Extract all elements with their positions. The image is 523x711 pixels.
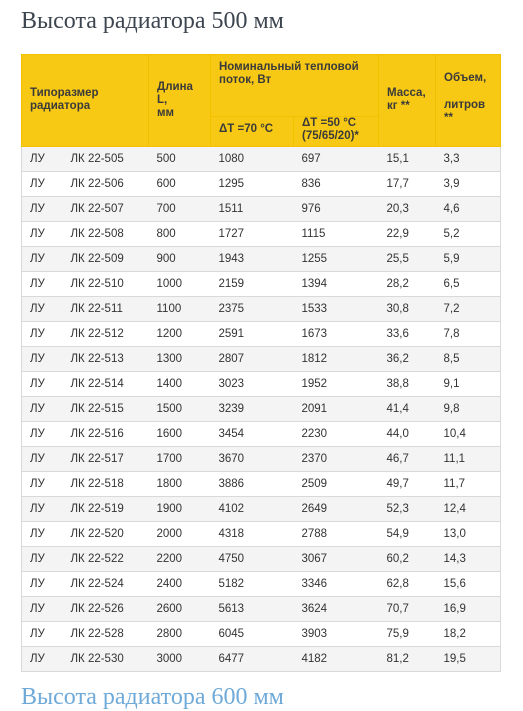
cell-model: ЛК 22-511 <box>63 297 149 322</box>
cell-mass: 30,8 <box>379 297 436 322</box>
cell-volume: 10,4 <box>436 422 501 447</box>
page-title: Высота радиатора 500 мм <box>21 8 284 34</box>
cell-model: ЛК 22-530 <box>63 647 149 672</box>
cell-model: ЛК 22-514 <box>63 372 149 397</box>
cell-series: ЛУ <box>22 472 63 497</box>
cell-length: 1500 <box>149 397 211 422</box>
cell-series: ЛУ <box>22 247 63 272</box>
cell-heat-dt50: 3624 <box>294 597 379 622</box>
cell-heat-dt50: 1812 <box>294 347 379 372</box>
cell-mass: 81,2 <box>379 647 436 672</box>
cell-length: 500 <box>149 147 211 172</box>
cell-heat-dt70: 2375 <box>211 297 294 322</box>
cell-model: ЛК 22-522 <box>63 547 149 572</box>
cell-series: ЛУ <box>22 347 63 372</box>
cell-heat-dt50: 1394 <box>294 272 379 297</box>
cell-model: ЛК 22-508 <box>63 222 149 247</box>
cell-mass: 17,7 <box>379 172 436 197</box>
table-row <box>22 272 501 297</box>
cell-volume: 16,9 <box>436 597 501 622</box>
cell-model: ЛК 22-518 <box>63 472 149 497</box>
cell-mass: 70,7 <box>379 597 436 622</box>
cell-heat-dt50: 3903 <box>294 622 379 647</box>
cell-heat-dt70: 2807 <box>211 347 294 372</box>
cell-volume: 5,2 <box>436 222 501 247</box>
cell-mass: 15,1 <box>379 147 436 172</box>
cell-length: 1800 <box>149 472 211 497</box>
cell-volume: 3,9 <box>436 172 501 197</box>
cell-model: ЛК 22-506 <box>63 172 149 197</box>
cell-model: ЛК 22-505 <box>63 147 149 172</box>
cell-series: ЛУ <box>22 197 63 222</box>
cell-heat-dt50: 2649 <box>294 497 379 522</box>
cell-length: 900 <box>149 247 211 272</box>
cell-heat-dt70: 2591 <box>211 322 294 347</box>
cell-model: ЛК 22-516 <box>63 422 149 447</box>
table-row <box>22 147 501 172</box>
cell-mass: 33,6 <box>379 322 436 347</box>
cell-mass: 46,7 <box>379 447 436 472</box>
cell-heat-dt70: 1511 <box>211 197 294 222</box>
cell-length: 1700 <box>149 447 211 472</box>
cell-model: ЛК 22-526 <box>63 597 149 622</box>
cell-heat-dt70: 4318 <box>211 522 294 547</box>
cell-heat-dt70: 3670 <box>211 447 294 472</box>
table-row <box>22 172 501 197</box>
cell-length: 1900 <box>149 497 211 522</box>
cell-heat-dt50: 1952 <box>294 372 379 397</box>
cell-series: ЛУ <box>22 497 63 522</box>
cell-volume: 9,8 <box>436 397 501 422</box>
header-length: Длина L, мм <box>149 55 211 147</box>
cell-heat-dt50: 2788 <box>294 522 379 547</box>
cell-model: ЛК 22-519 <box>63 497 149 522</box>
cell-mass: 60,2 <box>379 547 436 572</box>
cell-heat-dt50: 4182 <box>294 647 379 672</box>
cell-series: ЛУ <box>22 597 63 622</box>
cell-heat-dt70: 1295 <box>211 172 294 197</box>
cell-heat-dt50: 2370 <box>294 447 379 472</box>
table-row <box>22 422 501 447</box>
cell-volume: 4,6 <box>436 197 501 222</box>
cell-length: 2000 <box>149 522 211 547</box>
cell-heat-dt50: 2509 <box>294 472 379 497</box>
cell-series: ЛУ <box>22 397 63 422</box>
table-row <box>22 522 501 547</box>
cell-mass: 44,0 <box>379 422 436 447</box>
cell-model: ЛК 22-528 <box>63 622 149 647</box>
cell-heat-dt50: 1673 <box>294 322 379 347</box>
cell-volume: 7,2 <box>436 297 501 322</box>
cell-volume: 9,1 <box>436 372 501 397</box>
cell-heat-dt70: 2159 <box>211 272 294 297</box>
cell-series: ЛУ <box>22 322 63 347</box>
cell-mass: 52,3 <box>379 497 436 522</box>
header-type: Типоразмер радиатора <box>22 55 149 147</box>
cell-mass: 36,2 <box>379 347 436 372</box>
table-row <box>22 447 501 472</box>
cell-series: ЛУ <box>22 297 63 322</box>
header-heat-flux: Номинальный тепловой поток, Вт <box>211 55 379 117</box>
cell-heat-dt70: 5182 <box>211 572 294 597</box>
table-row <box>22 222 501 247</box>
cell-volume: 3,3 <box>436 147 501 172</box>
cell-heat-dt70: 4750 <box>211 547 294 572</box>
cell-volume: 15,6 <box>436 572 501 597</box>
table-row <box>22 322 501 347</box>
cell-model: ЛК 22-510 <box>63 272 149 297</box>
table-row <box>22 547 501 572</box>
header-dt70: ΔT =70 °C <box>211 117 294 147</box>
cell-model: ЛК 22-512 <box>63 322 149 347</box>
table-row <box>22 497 501 522</box>
cell-heat-dt50: 3346 <box>294 572 379 597</box>
cell-volume: 7,8 <box>436 322 501 347</box>
radiator-spec-table <box>21 54 501 672</box>
cell-heat-dt70: 3886 <box>211 472 294 497</box>
cell-heat-dt70: 6045 <box>211 622 294 647</box>
header-volume: Объем, литров ** <box>436 55 501 147</box>
cell-heat-dt50: 2091 <box>294 397 379 422</box>
cell-model: ЛК 22-507 <box>63 197 149 222</box>
cell-mass: 62,8 <box>379 572 436 597</box>
cell-length: 1000 <box>149 272 211 297</box>
cell-heat-dt50: 836 <box>294 172 379 197</box>
table-row <box>22 197 501 222</box>
cell-length: 2800 <box>149 622 211 647</box>
cell-model: ЛК 22-524 <box>63 572 149 597</box>
cell-heat-dt70: 3023 <box>211 372 294 397</box>
cell-volume: 6,5 <box>436 272 501 297</box>
cell-heat-dt70: 1727 <box>211 222 294 247</box>
cell-heat-dt50: 1255 <box>294 247 379 272</box>
cell-model: ЛК 22-520 <box>63 522 149 547</box>
cell-heat-dt70: 5613 <box>211 597 294 622</box>
cell-volume: 18,2 <box>436 622 501 647</box>
cell-mass: 54,9 <box>379 522 436 547</box>
table-row <box>22 647 501 672</box>
cell-model: ЛК 22-517 <box>63 447 149 472</box>
cell-length: 1600 <box>149 422 211 447</box>
next-section-title: Высота радиатора 600 мм <box>21 684 284 710</box>
header-dt50: ΔT =50 °C (75/65/20)* <box>294 117 379 147</box>
table-row <box>22 572 501 597</box>
cell-heat-dt50: 1115 <box>294 222 379 247</box>
cell-volume: 8,5 <box>436 347 501 372</box>
cell-series: ЛУ <box>22 147 63 172</box>
cell-length: 1300 <box>149 347 211 372</box>
cell-length: 1200 <box>149 322 211 347</box>
cell-volume: 14,3 <box>436 547 501 572</box>
cell-heat-dt50: 2230 <box>294 422 379 447</box>
table-row <box>22 622 501 647</box>
cell-volume: 5,9 <box>436 247 501 272</box>
cell-series: ЛУ <box>22 572 63 597</box>
cell-volume: 19,5 <box>436 647 501 672</box>
cell-mass: 75,9 <box>379 622 436 647</box>
table-body <box>22 147 501 672</box>
cell-mass: 22,9 <box>379 222 436 247</box>
cell-mass: 49,7 <box>379 472 436 497</box>
table-row <box>22 372 501 397</box>
header-mass: Масса, кг ** <box>379 55 436 147</box>
cell-heat-dt70: 3454 <box>211 422 294 447</box>
cell-length: 2600 <box>149 597 211 622</box>
cell-length: 2200 <box>149 547 211 572</box>
cell-series: ЛУ <box>22 447 63 472</box>
cell-heat-dt50: 3067 <box>294 547 379 572</box>
table-row <box>22 472 501 497</box>
cell-volume: 13,0 <box>436 522 501 547</box>
cell-model: ЛК 22-513 <box>63 347 149 372</box>
cell-series: ЛУ <box>22 222 63 247</box>
cell-series: ЛУ <box>22 172 63 197</box>
cell-series: ЛУ <box>22 272 63 297</box>
cell-mass: 28,2 <box>379 272 436 297</box>
cell-volume: 11,1 <box>436 447 501 472</box>
cell-heat-dt70: 6477 <box>211 647 294 672</box>
cell-length: 700 <box>149 197 211 222</box>
cell-series: ЛУ <box>22 372 63 397</box>
cell-length: 600 <box>149 172 211 197</box>
table-row <box>22 297 501 322</box>
cell-length: 1100 <box>149 297 211 322</box>
cell-mass: 38,8 <box>379 372 436 397</box>
cell-heat-dt50: 1533 <box>294 297 379 322</box>
cell-model: ЛК 22-509 <box>63 247 149 272</box>
cell-mass: 41,4 <box>379 397 436 422</box>
table-row <box>22 347 501 372</box>
cell-mass: 25,5 <box>379 247 436 272</box>
cell-heat-dt70: 4102 <box>211 497 294 522</box>
cell-volume: 12,4 <box>436 497 501 522</box>
cell-series: ЛУ <box>22 522 63 547</box>
table-row <box>22 397 501 422</box>
cell-series: ЛУ <box>22 622 63 647</box>
cell-heat-dt50: 697 <box>294 147 379 172</box>
cell-heat-dt70: 1080 <box>211 147 294 172</box>
cell-length: 800 <box>149 222 211 247</box>
cell-length: 2400 <box>149 572 211 597</box>
cell-series: ЛУ <box>22 422 63 447</box>
cell-series: ЛУ <box>22 647 63 672</box>
cell-length: 3000 <box>149 647 211 672</box>
cell-model: ЛК 22-515 <box>63 397 149 422</box>
table-row <box>22 597 501 622</box>
table-row <box>22 247 501 272</box>
cell-mass: 20,3 <box>379 197 436 222</box>
cell-volume: 11,7 <box>436 472 501 497</box>
cell-series: ЛУ <box>22 547 63 572</box>
cell-length: 1400 <box>149 372 211 397</box>
cell-heat-dt70: 1943 <box>211 247 294 272</box>
cell-heat-dt70: 3239 <box>211 397 294 422</box>
cell-heat-dt50: 976 <box>294 197 379 222</box>
